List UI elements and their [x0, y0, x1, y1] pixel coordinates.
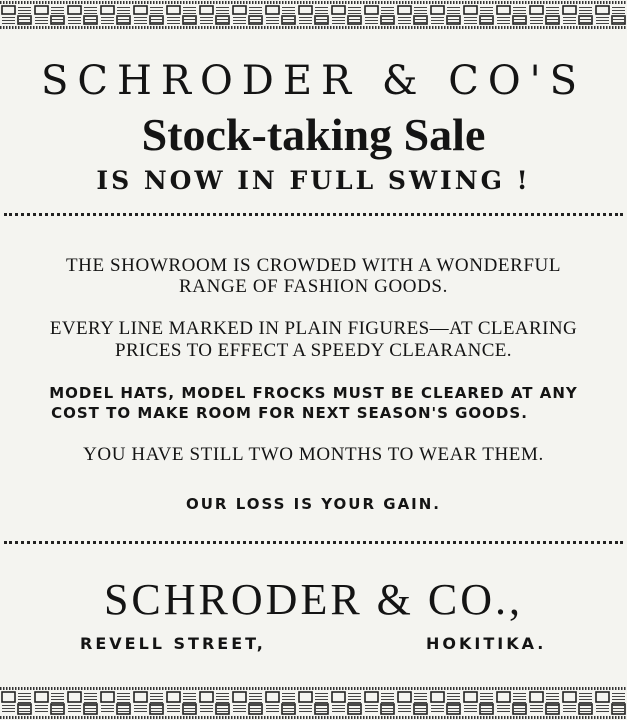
para2-line1: EVERY LINE MARKED IN PLAIN FIGURES—AT CLEARING — [49, 318, 578, 339]
para4: YOU HAVE STILL TWO MONTHS TO WEAR THEM. — [83, 444, 544, 465]
store-name-heading: SCHRODER & CO'S — [40, 58, 587, 104]
para1-line2: RANGE OF FASHION GOODS. — [179, 276, 448, 297]
footer-town: HOKITIKA. — [426, 634, 547, 653]
bottom-decorative-border — [0, 686, 627, 720]
swing-line: IS NOW IN FULL SWING ! — [96, 166, 531, 195]
para2-line2: PRICES TO EFFECT A SPEEDY CLEARANCE. — [115, 340, 512, 361]
divider-top — [4, 213, 623, 216]
border-pattern-bottom — [0, 686, 627, 720]
top-decorative-border — [0, 0, 627, 30]
sale-title: Stock-taking Sale — [141, 109, 486, 160]
para3-line1: MODEL HATS, MODEL FROCKS MUST BE CLEARED AT ANY — [49, 384, 578, 402]
para5: OUR LOSS IS YOUR GAIN. — [185, 495, 442, 513]
para3-line2: COST TO MAKE ROOM FOR NEXT SEASON'S GOODS. — [51, 404, 528, 422]
border-pattern-top — [0, 0, 627, 30]
para1-line1: THE SHOWROOM IS CROWDED WITH A WONDERFUL — [65, 255, 562, 276]
footer-street: REVELL STREET, — [80, 634, 266, 653]
footer-company-name: SCHRODER & CO., — [103, 575, 524, 624]
divider-bottom — [4, 541, 623, 544]
